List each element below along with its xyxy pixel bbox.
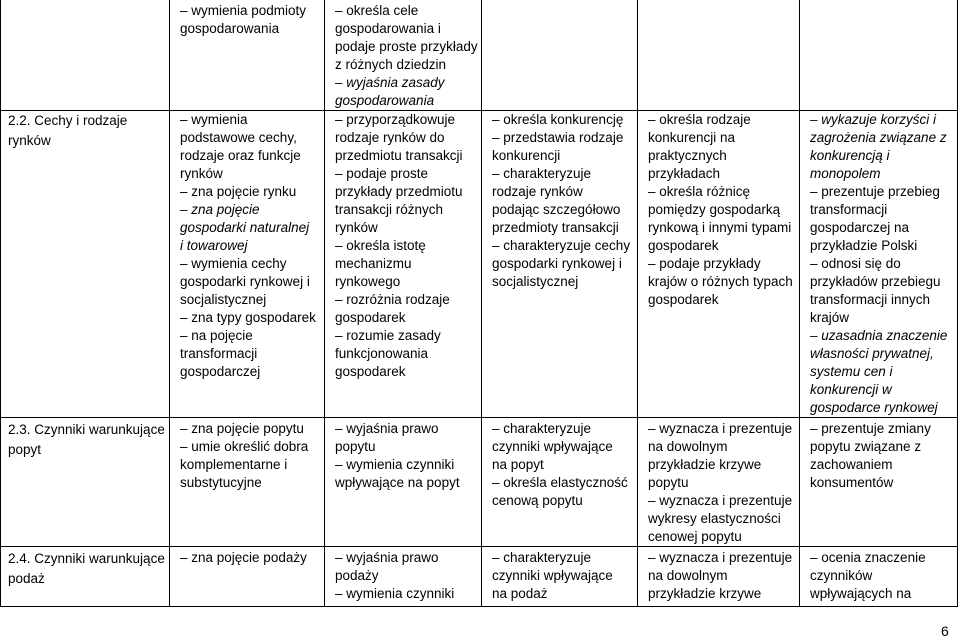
requirement-item: – wymienia cechy gospodarki rynkowej i socjalistycznej bbox=[180, 256, 310, 307]
requirement-item: – zna pojęcie gospodarki naturalnej i towarowej bbox=[180, 202, 310, 253]
topic-title: 2.2. Cechy i rodzaje rynków bbox=[8, 113, 128, 148]
requirements-cell bbox=[170, 547, 325, 607]
requirement-item: – wyznacza i prezentuje wykresy elastyczności cenowej popytu bbox=[648, 493, 793, 544]
requirement-item: – wykazuje korzyści i zagrożenia związane z konkurencją i monopolem bbox=[810, 112, 947, 181]
requirements-cell bbox=[638, 547, 800, 607]
requirement-item: – zna typy gospodarek bbox=[180, 310, 316, 325]
requirement-item: – wyjaśnia zasady gospodarowania bbox=[335, 75, 445, 108]
requirement-item: – określa cele gospodarowania i podaje proste przykłady z różnych dziedzin bbox=[335, 3, 478, 72]
requirements-cell bbox=[325, 418, 482, 547]
requirement-item: – podaje przykłady krajów o różnych typach gospodarek bbox=[648, 256, 793, 307]
table-row bbox=[0, 547, 958, 607]
requirements-cell bbox=[482, 0, 638, 111]
table-row bbox=[0, 111, 958, 418]
requirement-item: – ocenia znaczenie czynników wpływających na bbox=[810, 550, 926, 601]
requirement-item: – rozróżnia rodzaje gospodarek bbox=[335, 292, 450, 325]
requirement-item: – wyznacza i prezentuje na dowolnym przykładzie krzywe bbox=[648, 550, 793, 601]
requirement-item: – wyznacza i prezentuje na dowolnym przykładzie krzywe popytu bbox=[648, 421, 793, 490]
requirements-cell bbox=[638, 418, 800, 547]
requirement-item: – zna pojęcie podaży bbox=[180, 550, 307, 565]
requirement-item: – wyjaśnia prawo popytu bbox=[335, 421, 439, 454]
requirement-item: – charakteryzuje rodzaje rynków podając szczegółowo przedmioty transakcji bbox=[492, 166, 621, 235]
requirement-item: – przyporządkowuje rodzaje rynków do przedmiotu transakcji bbox=[335, 112, 463, 163]
requirement-item: – charakteryzuje cechy gospodarki rynkowej i socjalistycznej bbox=[492, 238, 631, 289]
requirement-item: – odnosi się do przykładów przebiegu transformacji innych krajów bbox=[810, 256, 941, 325]
requirements-cell bbox=[638, 0, 800, 111]
requirement-item: – zna pojęcie popytu bbox=[180, 421, 304, 436]
topic-cell bbox=[0, 418, 170, 547]
requirements-cell bbox=[170, 418, 325, 547]
topic-cell bbox=[0, 111, 170, 418]
requirement-item: – wymienia podmioty gospodarowania bbox=[180, 3, 307, 36]
requirement-item: – określa elastyczność cenową popytu bbox=[492, 475, 628, 508]
requirements-cell bbox=[170, 111, 325, 418]
requirements-cell bbox=[482, 418, 638, 547]
topic-title: 2.3. Czynniki warunkujące popyt bbox=[8, 422, 165, 457]
requirement-item: – zna pojęcie rynku bbox=[180, 184, 297, 199]
requirement-item: – charakteryzuje czynniki wpływające na podaż bbox=[492, 550, 613, 601]
requirements-cell bbox=[482, 547, 638, 607]
requirements-cell bbox=[800, 0, 958, 111]
requirement-item: – przedstawia rodzaje konkurencji bbox=[492, 130, 624, 163]
page-number: 6 bbox=[941, 623, 949, 639]
requirement-item: – określa istotę mechanizmu rynkowego bbox=[335, 238, 426, 289]
requirement-item: – wymienia podstawowe cechy, rodzaje oraz funkcje rynków bbox=[180, 112, 301, 181]
table-row bbox=[0, 418, 958, 547]
requirement-item: – wymienia czynniki wpływające na popyt bbox=[335, 457, 460, 490]
requirement-item: – wymienia czynniki bbox=[335, 586, 455, 601]
requirements-cell bbox=[800, 418, 958, 547]
requirement-item: – prezentuje zmiany popytu związane z zachowaniem konsumentów bbox=[810, 421, 931, 490]
topic-cell bbox=[0, 547, 170, 607]
requirement-item: – umie określić dobra komplementarne i substytucyjne bbox=[180, 439, 309, 490]
requirement-item: – rozumie zasady funkcjonowania gospodarek bbox=[335, 328, 441, 379]
requirements-cell bbox=[638, 111, 800, 418]
requirements-cell bbox=[800, 111, 958, 418]
topic-cell bbox=[0, 0, 170, 111]
requirements-cell bbox=[325, 111, 482, 418]
requirement-item: – charakteryzuje czynniki wpływające na popyt bbox=[492, 421, 613, 472]
requirements-cell bbox=[482, 111, 638, 418]
table-row bbox=[0, 0, 958, 111]
requirement-item: – określa różnicę pomiędzy gospodarką rynkową i innymi typami gospodarek bbox=[648, 184, 792, 253]
topic-title: 2.4. Czynniki warunkujące podaż bbox=[8, 551, 165, 586]
requirements-cell bbox=[325, 0, 482, 111]
requirement-item: – określa rodzaje konkurencji na praktycznych przykładach bbox=[648, 112, 751, 181]
requirement-item: – prezentuje przebieg transformacji gospodarczej na przykładzie Polski bbox=[810, 184, 940, 253]
requirements-cell bbox=[800, 547, 958, 607]
requirement-item: – uzasadnia znaczenie własności prywatnej, systemu cen i konkurencji w gospodarce rynkowej bbox=[810, 328, 948, 415]
requirements-cell bbox=[170, 0, 325, 111]
requirement-item: – podaje proste przykłady przedmiotu transakcji różnych rynków bbox=[335, 166, 463, 235]
requirement-item: – wyjaśnia prawo podaży bbox=[335, 550, 439, 583]
requirement-item: – określa konkurencję bbox=[492, 112, 624, 127]
requirement-item: – na pojęcie transformacji gospodarczej bbox=[180, 328, 261, 379]
requirements-cell bbox=[325, 547, 482, 607]
